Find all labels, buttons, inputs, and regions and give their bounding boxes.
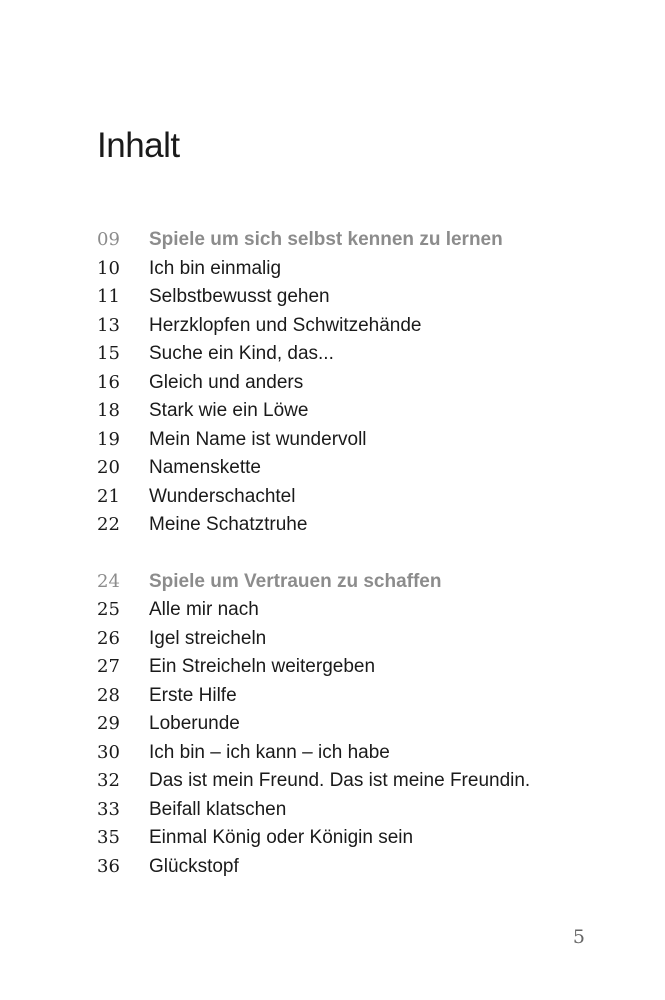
toc-page-number: 19 [97,428,120,450]
toc-entry-title: Namenskette [149,457,261,478]
toc-section-heading [97,568,617,597]
toc-page-number: 16 [97,371,120,393]
toc-page-number: 20 [97,457,120,478]
toc-page-number: 32 [97,770,120,791]
toc-page-number: 35 [97,827,120,848]
toc-entry-title: Meine Schatztruhe [149,514,308,535]
toc-entry-title: Ich bin einmalig [149,257,282,279]
toc-entry-title: Alle mir nach [149,599,259,620]
toc-page-number: 13 [97,314,120,336]
toc-page-number: 25 [97,599,120,620]
toc-page-number: 33 [97,798,120,820]
toc-entry [97,824,617,853]
page-number: 5 [572,926,585,948]
toc-page-number: 11 [97,286,120,307]
toc-page-number: 36 [97,855,120,877]
toc-entry-title: Herzklopfen und Schwitzehände [149,314,422,336]
toc-entry [97,255,617,284]
toc-entry [97,853,617,882]
toc-entry [97,369,617,398]
toc-entry [97,767,617,796]
toc-entry-title: Gleich und anders [149,371,304,393]
toc-entry-title: Mein Name ist wundervoll [149,428,367,450]
toc-page-number: 26 [97,627,120,649]
toc-page-number: 21 [97,485,120,507]
toc-entry [97,312,617,341]
toc-page-number: 30 [97,741,120,763]
toc-entry [97,397,617,426]
toc-section-heading [97,226,617,255]
toc-entry-title: Erste Hilfe [149,684,237,706]
toc-page-number: 15 [97,343,120,364]
toc-section-title: Spiele um sich selbst kennen zu lernen [149,229,503,250]
toc-entry [97,739,617,768]
toc-section-title: Spiele um Vertrauen zu schaffen [149,570,442,592]
toc-entry [97,653,617,682]
toc-entry [97,796,617,825]
toc-entry [97,511,617,540]
toc-entry-title: Das ist mein Freund. Das ist meine Freundin. [149,770,531,791]
toc-entry [97,483,617,512]
toc-entry [97,283,617,312]
toc-entry-title: Igel streicheln [149,627,267,649]
toc-section [97,568,617,882]
toc-entry [97,710,617,739]
table-of-contents [97,226,617,881]
toc-entry [97,340,617,369]
page-title: Inhalt [97,126,180,165]
toc-page-number: 28 [97,684,120,706]
toc-page-number: 09 [97,229,120,250]
toc-entry [97,596,617,625]
toc-section [97,226,617,540]
toc-entry-title: Ein Streicheln weitergeben [149,656,376,677]
toc-entry [97,426,617,455]
toc-entry [97,682,617,711]
toc-page-number: 24 [97,570,120,592]
toc-page-number: 18 [97,400,120,421]
toc-page-number: 27 [97,656,120,677]
toc-entry-title: Wunderschachtel [149,485,296,507]
toc-entry-title: Stark wie ein Löwe [149,400,309,421]
toc-entry [97,625,617,654]
toc-entry [97,454,617,483]
toc-page-number: 29 [97,713,120,734]
toc-entry-title: Beifall klatschen [149,798,287,820]
toc-entry-title: Selbstbewusst gehen [149,286,330,307]
toc-entry-title: Loberunde [149,713,240,734]
toc-entry-title: Suche ein Kind, das... [149,343,334,364]
toc-page-number: 10 [97,257,120,279]
toc-entry-title: Ich bin – ich kann – ich habe [149,741,390,763]
toc-entry-title: Glückstopf [149,855,239,877]
toc-entry-title: Einmal König oder Königin sein [149,827,414,848]
toc-page-number: 22 [97,514,120,535]
